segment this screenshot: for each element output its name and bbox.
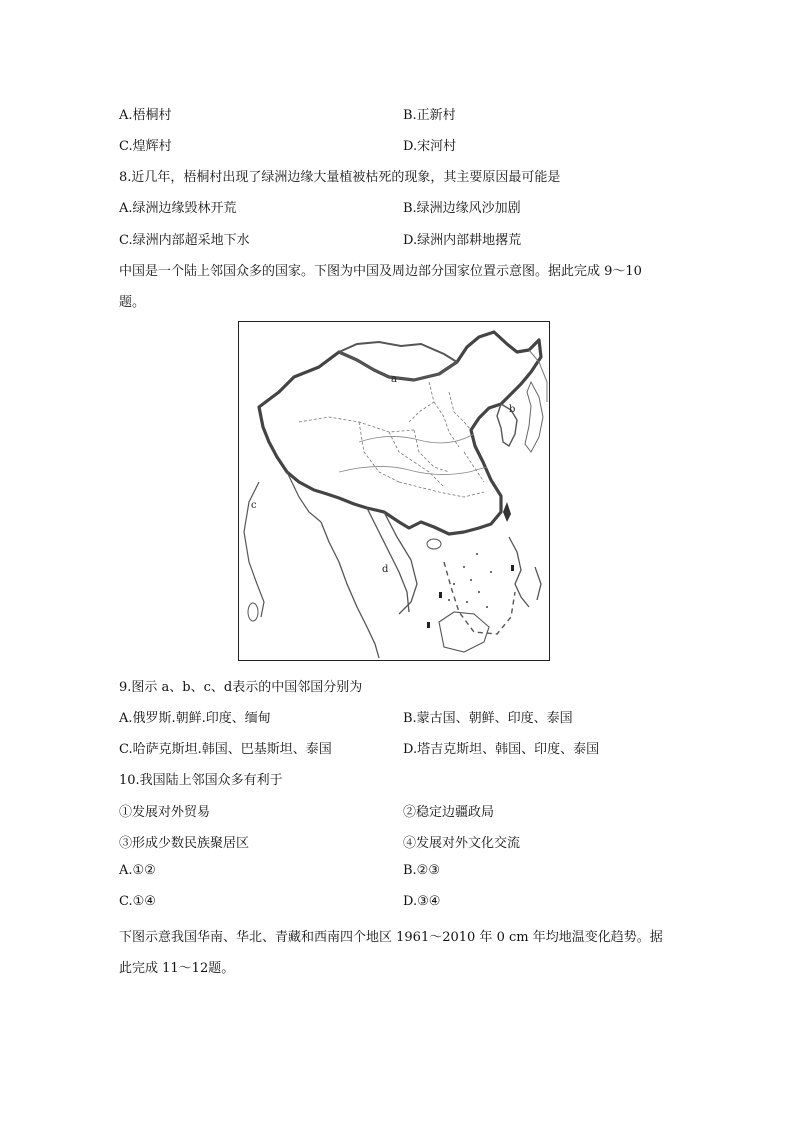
map-drawing xyxy=(239,322,549,660)
q9-stem: 9.图示 a、b、c、d表示的中国邻国分别为 xyxy=(119,680,363,695)
q8-stem: 8.近几年，梧桐村出现了绿洲边缘大量植被枯死的现象，其主要原因最可能是 xyxy=(119,170,561,185)
q10-option-b: B.②③ xyxy=(403,863,440,878)
province-lines xyxy=(299,382,484,497)
q10-stem: 10.我国陆上邻国众多有利于 xyxy=(119,773,283,788)
intro-11-12-line1: 下图示意我国华南、华北、青藏和西南四个地区 1961～2010 年 0 cm 年均地温变化趋势。据 xyxy=(119,930,663,945)
q8-option-b: B.绿洲边缘风沙加剧 xyxy=(403,201,521,216)
q10-item-3: ③形成少数民族聚居区 xyxy=(119,836,250,851)
q9-option-b: B.蒙古国、朝鲜、印度、泰国 xyxy=(403,711,573,726)
rivers xyxy=(339,434,487,475)
south-asia-coast xyxy=(244,472,321,617)
q10-item-2: ②稳定边疆政局 xyxy=(403,805,495,820)
q9-option-d: D.塔吉克斯坦、韩国、印度、泰国 xyxy=(403,742,600,757)
q8-option-d: D.绿洲内部耕地撂荒 xyxy=(403,233,522,248)
q8-option-c: C.绿洲内部超采地下水 xyxy=(119,233,250,248)
q9-option-c: C.哈萨克斯坦.韩国、巴基斯坦、泰国 xyxy=(119,742,332,757)
map-label-c: c xyxy=(251,500,257,511)
intro-9-10-line2: 题。 xyxy=(119,295,146,310)
q10-option-c: C.①④ xyxy=(119,894,156,909)
q7-option-b: B.正新村 xyxy=(403,108,456,123)
q7-option-d: D.宋河村 xyxy=(403,139,457,154)
q7-option-c: C.煌辉村 xyxy=(119,139,172,154)
q9-option-a: A.俄罗斯.朝鲜.印度、缅甸 xyxy=(119,711,271,726)
indochina xyxy=(321,508,417,658)
q10-option-a: A.①② xyxy=(119,863,156,878)
map-label-a: a xyxy=(391,374,397,385)
q10-item-4: ④发展对外文化交流 xyxy=(403,836,521,851)
q8-option-a: A.绿洲边缘毁林开荒 xyxy=(119,201,237,216)
intro-11-12-line2: 此完成 11～12题。 xyxy=(119,961,235,976)
q10-option-d: D.③④ xyxy=(403,894,441,909)
map-label-d: d xyxy=(382,564,389,575)
china-neighbors-map xyxy=(238,321,550,661)
china-border xyxy=(259,332,541,534)
map-label-b: b xyxy=(509,404,516,415)
philippines xyxy=(509,537,541,607)
intro-9-10-line1: 中国是一个陆上邻国众多的国家。下图为中国及周边部分国家位置示意图。据此完成 9～10 xyxy=(119,264,642,279)
japan-islands xyxy=(525,382,543,452)
q10-item-1: ①发展对外贸易 xyxy=(119,805,211,820)
q7-option-a: A.梧桐村 xyxy=(119,108,172,123)
